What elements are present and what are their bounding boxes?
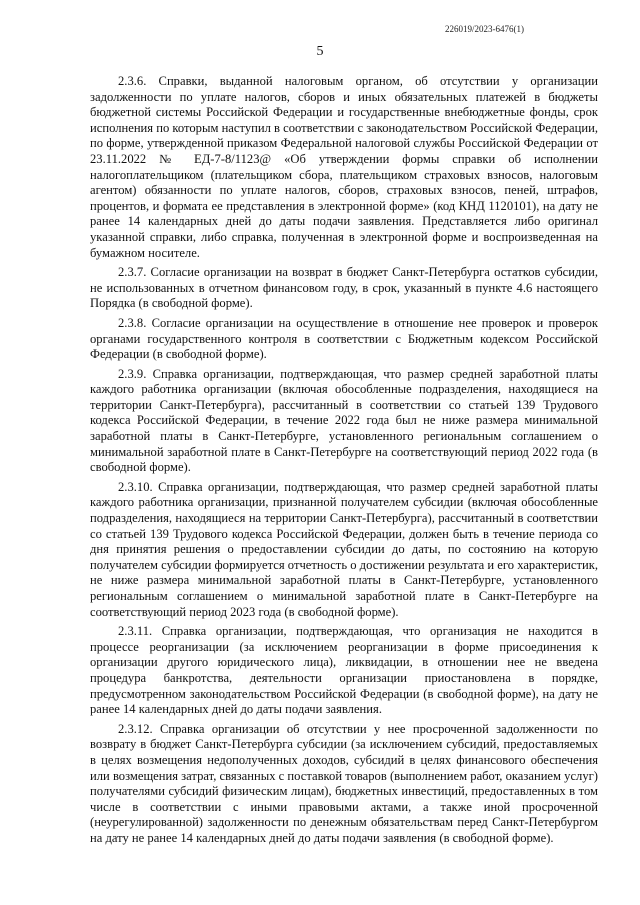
- paragraph-2-3-7: 2.3.7. Согласие организации на возврат в бюджет Санкт-Петербурга остатков субсидии, не использованных в отчетном финансовом году, в срок, указанный в пункте 4.6 настоящего Порядка (в свободной форме).: [90, 265, 598, 311]
- paragraph-2-3-11: 2.3.11. Справка организации, подтверждающая, что организация не находится в процессе реорганизации (за исключением реорганизации в форме присоединения к организации другого юридического лица), ликвидации, в отношении нее не введена процедура банкротства, деятельности организации приостановлена в порядке, предусмотренном законодательством Российской Федерации (в свободной форме), на дату не ранее 14 календарных дней до даты подачи заявления.: [90, 624, 598, 717]
- paragraph-2-3-8: 2.3.8. Согласие организации на осуществление в отношение нее проверок и проверок органами государственного контроля в соответствии с Бюджетным кодексом Российской Федерации (в свободной форме).: [90, 315, 598, 362]
- paragraph-2-3-10: 2.3.10. Справка организации, подтверждающая, что размер средней заработной платы каждого работника организации, признанной получателем субсидии (включая обособленные подразделения, находящиеся на территории Санкт-Петербурга), рассчитанный в соответствии со статьей 139 Трудового кодекса Российской Федерации, должен быть в течение периода со дня принятия решения о предоставлении субсидии до даты, по состоянию на которую получателем субсидии формируется отчетность о достижении результата и его характеристик, не ниже размера минимальной заработной платы в Санкт-Петербурге, установленного региональным соглашением о минимальной заработной плате в Санкт-Петербурге на соответствующий период 2023 года (в свободной форме).: [90, 479, 598, 619]
- paragraph-2-3-6: 2.3.6. Справки, выданной налоговым органом, об отсутствии у организации задолженности по уплате налогов, сборов и иных обязательных платежей в бюджеты бюджетной системы Российской Федерации и государственные внебюджетные фонды, срок исполнения по которым наступил в соответствии с законодательством Российской Федерации, по форме, утвержденной приказом Федеральной налоговой службы Российской Федерации от 23.11.2022 № ЕД-7-8/1123@ «Об утверждении формы справки об исполнении налогоплательщиком (плательщиком сбора, плательщиком страховых взносов, налоговым агентом) обязанности по уплате налогов, сборов, страховых взносов, пеней, штрафов, процентов, и формата ее представления в электронной форме» (код КНД 1120101), на дату не ранее 14 календарных дней до даты подачи заявления. Представляется либо оригинал указанной справки, либо справка, полученная в электронной форме и воспроизведенная на бумажном носителе.: [90, 74, 598, 260]
- paragraph-2-3-12: 2.3.12. Справка организации об отсутствии у нее просроченной задолженности по возврату в бюджет Санкт-Петербурга субсидии (за исключением субсидий, предоставляемых в целях возмещения недополученных доходов, субсидий в целях финансового обеспечения или возмещения затрат, связанных с поставкой товаров (выполнением работ, оказанием услуг) получателями субсидий физическим лицам), бюджетных инвестиций, предоставленных в том числе в соответствии с иными правовыми актами, а также иной просроченной (неурегулированной) задолженности по денежным обязательствам перед Санкт-Петербургом на дату не ранее 14 календарных дней до даты подачи заявления (в свободной форме).: [90, 721, 598, 845]
- document-body: [90, 74, 598, 851]
- document-number: 226019/2023-6476(1): [445, 24, 524, 34]
- page-number: 5: [316, 44, 324, 59]
- paragraph-2-3-9: 2.3.9. Справка организации, подтверждающая, что размер средней заработной платы каждого работника организации (включая обособленные подразделения, находящиеся на территории Санкт-Петербурга), рассчитанный в соответствии со статьей 139 Трудового кодекса Российской Федерации, в течение 2022 года был не ниже размера минимальной заработной платы в Санкт-Петербурге, установленного региональным соглашением о минимальной заработной плате в Санкт-Петербурге на соответствующий период 2022 года (в свободной форме).: [90, 366, 598, 475]
